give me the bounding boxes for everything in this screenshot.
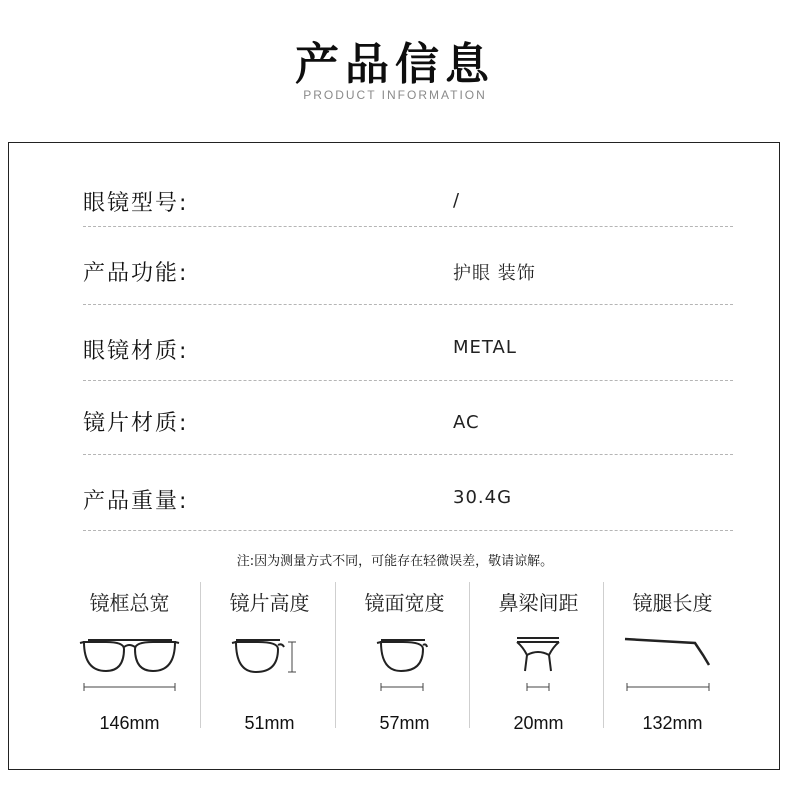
divider: [469, 582, 470, 728]
spec-row-frame-material: [83, 334, 733, 381]
measurement-note: 注:因为测量方式不同，可能存在轻微误差，敬请谅解。: [236, 554, 554, 569]
spec-label: 产品重量:: [83, 489, 189, 514]
divider: [335, 582, 336, 728]
spec-label: 镜片材质:: [83, 411, 189, 436]
measure-lens-height: [202, 583, 337, 733]
frame-width-icon: [62, 625, 197, 695]
temple-length-icon: [605, 625, 740, 695]
bridge-width-icon: [471, 625, 606, 695]
measure-label: 鼻梁间距: [498, 591, 579, 615]
measure-value: 146mm: [99, 713, 160, 733]
page-title: 产品信息: [295, 39, 495, 90]
spec-label: 眼镜材质:: [83, 339, 189, 364]
lens-height-icon: [202, 625, 337, 695]
lens-width-icon: [337, 625, 472, 695]
measure-label: 镜面宽度: [364, 591, 445, 615]
spec-value: 30.4G: [453, 487, 513, 508]
divider: [200, 582, 201, 728]
measure-value: 20mm: [513, 713, 564, 733]
measure-temple-length: [605, 583, 740, 733]
measure-value: 132mm: [642, 713, 703, 733]
spec-value: AC: [453, 412, 480, 433]
spec-row-function: [83, 256, 733, 305]
measure-bridge-width: [471, 583, 606, 733]
spec-row-lens-material: [83, 406, 733, 455]
spec-label: 眼镜型号:: [83, 191, 189, 216]
divider: [603, 582, 604, 728]
measure-lens-width: [337, 583, 472, 733]
spec-value: METAL: [453, 337, 517, 358]
measure-value: 51mm: [244, 713, 295, 733]
page-subtitle: PRODUCT INFORMATION: [303, 88, 487, 102]
spec-value: /: [453, 190, 461, 211]
spec-row-weight: [83, 484, 733, 531]
measure-label: 镜框总宽: [89, 591, 170, 615]
spec-row-model: [83, 186, 733, 227]
spec-label: 产品功能:: [83, 261, 189, 286]
measure-frame-width: [62, 583, 197, 733]
measure-label: 镜腿长度: [632, 591, 713, 615]
spec-value: 护眼 装饰: [453, 263, 536, 284]
measure-value: 57mm: [379, 713, 430, 733]
measure-label: 镜片高度: [229, 591, 310, 615]
